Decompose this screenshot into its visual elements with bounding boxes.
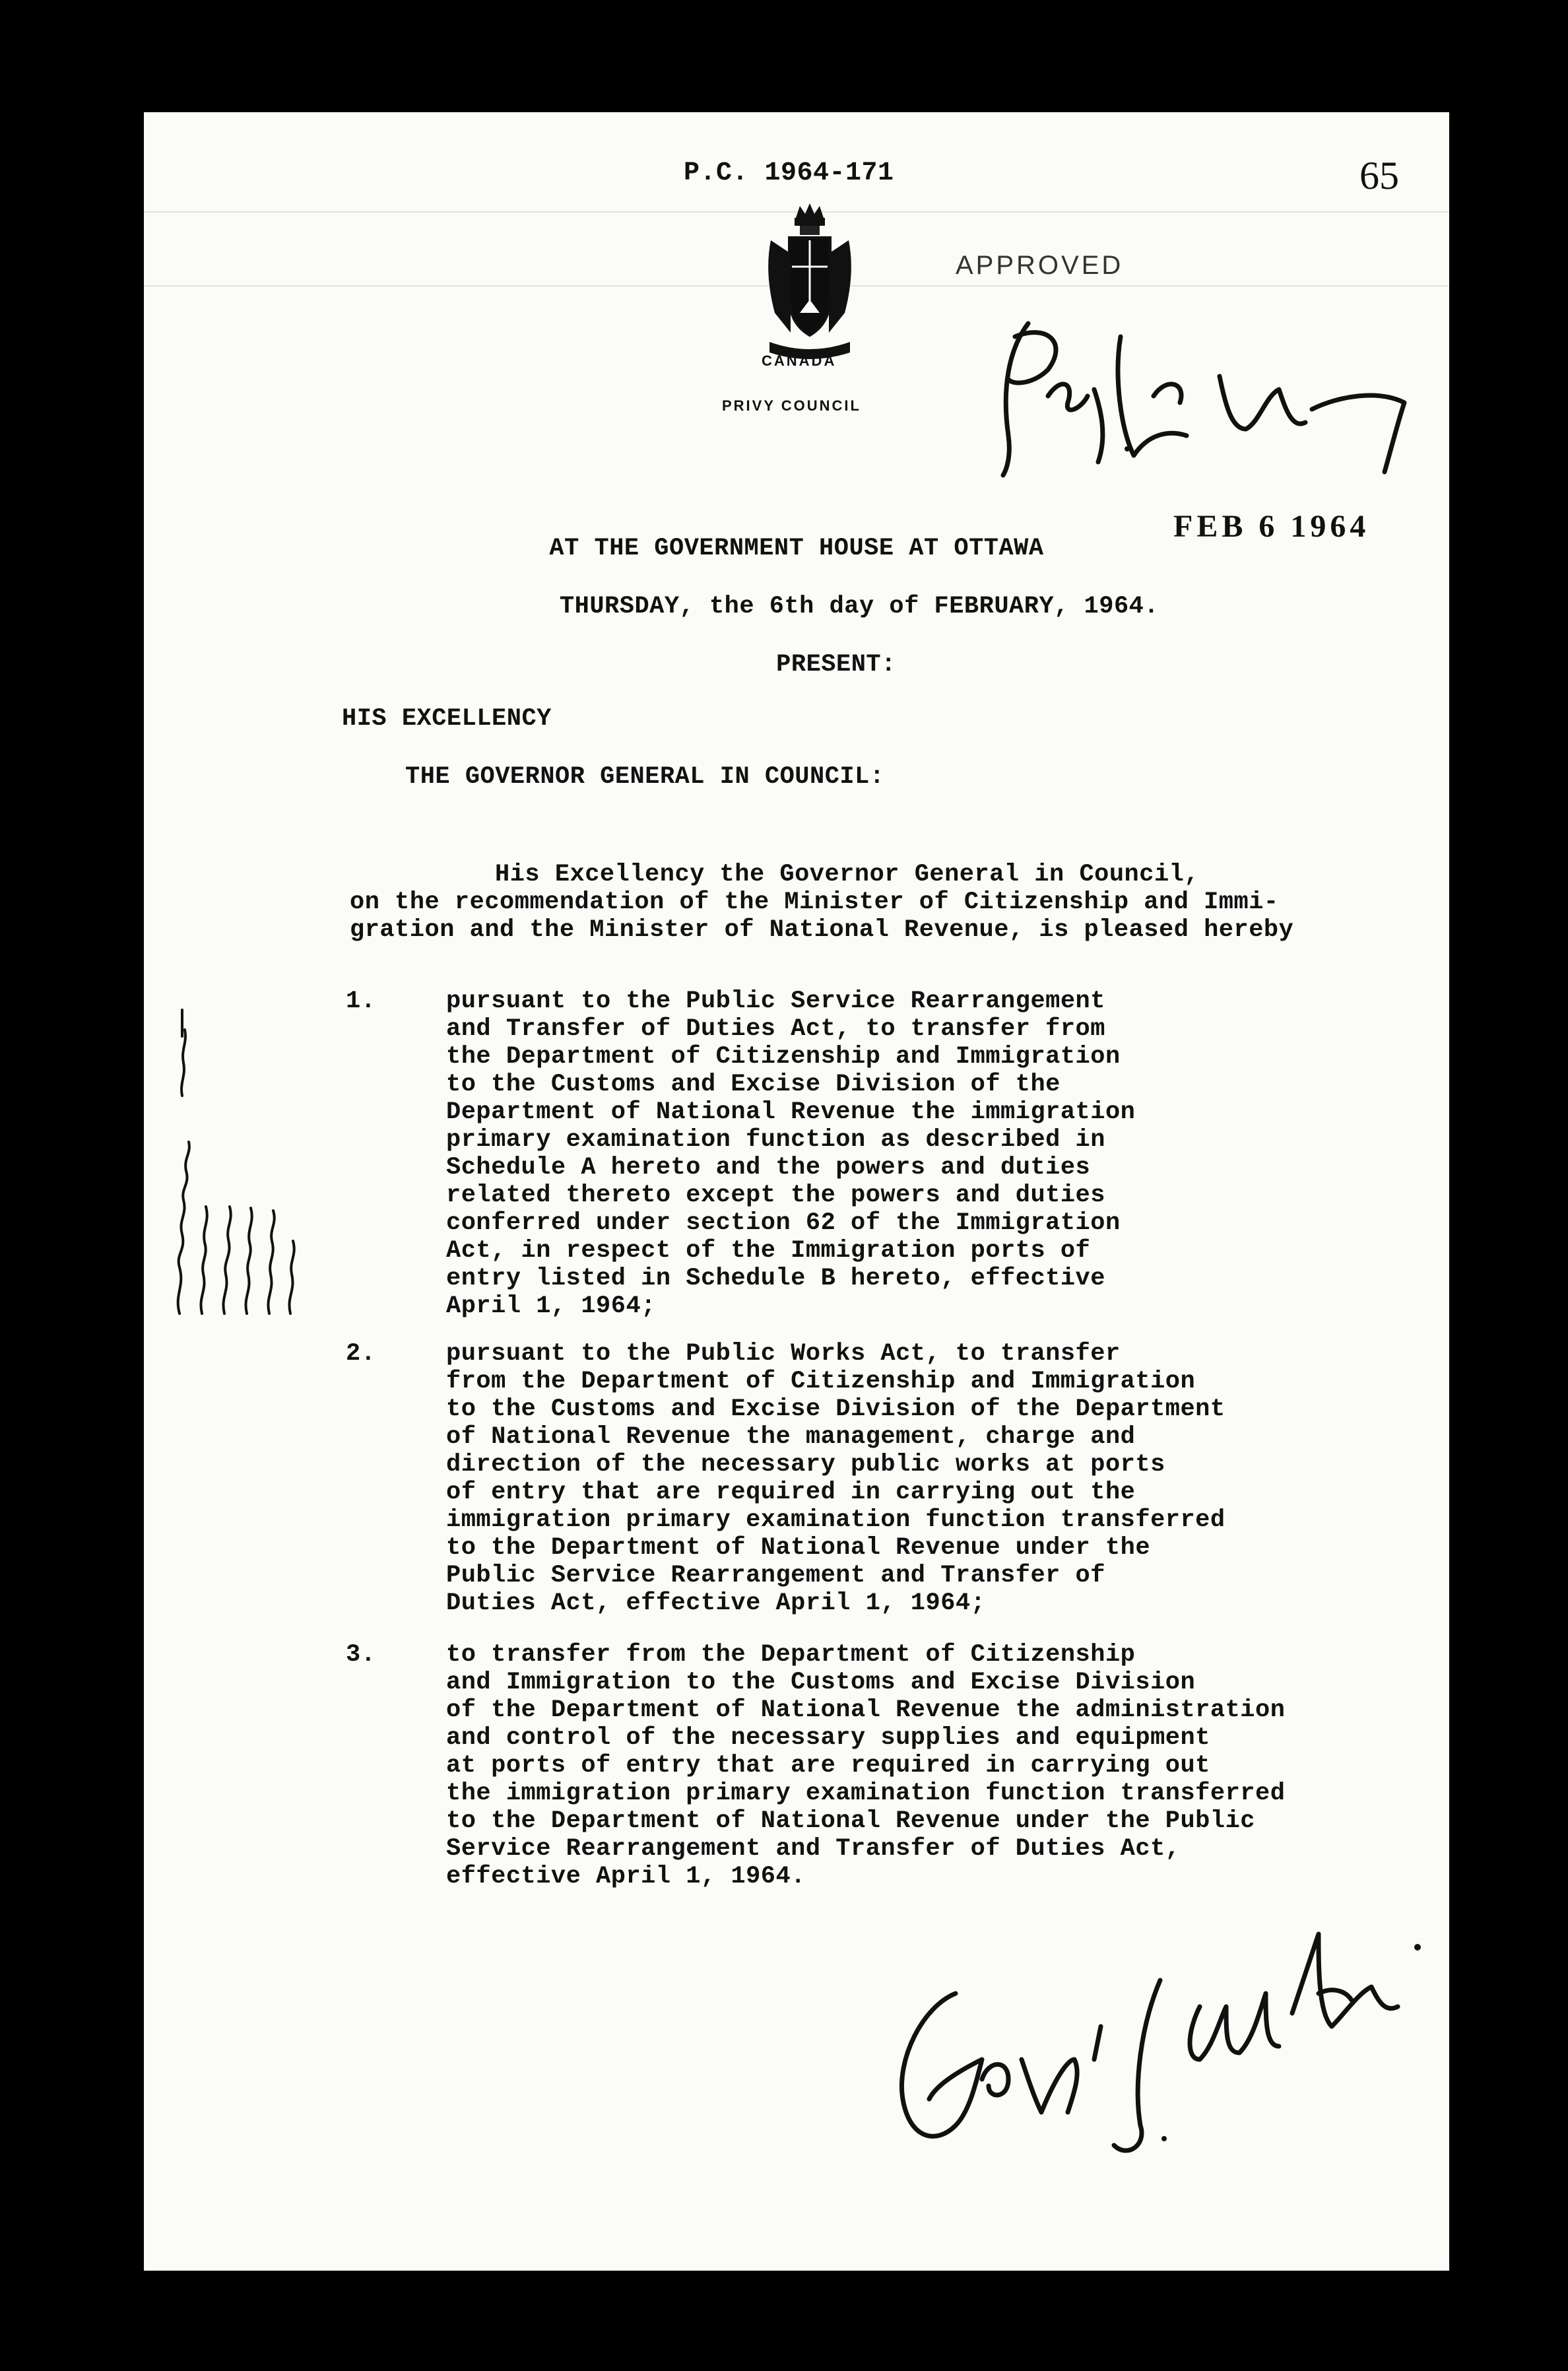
item-line: the Department of Citizenship and Immigration bbox=[446, 1043, 1121, 1071]
item-line: of National Revenue the management, charge and bbox=[446, 1423, 1136, 1451]
item-line: Duties Act, effective April 1, 1964; bbox=[446, 1589, 986, 1617]
preamble bbox=[350, 861, 1419, 944]
handwritten-margin-note bbox=[160, 957, 298, 1327]
preamble-line: on the recommendation of the Minister of Citizenship and Immi- bbox=[350, 888, 1279, 916]
approval-signature bbox=[969, 297, 1418, 482]
present-line-2: THE GOVERNOR GENERAL IN COUNCIL: bbox=[405, 763, 885, 791]
heading-present: PRESENT: bbox=[776, 651, 896, 679]
item-number: 1. bbox=[346, 987, 376, 1015]
item-line: to transfer from the Department of Citizenship bbox=[446, 1641, 1136, 1669]
item-body bbox=[446, 1641, 1410, 1890]
item-line: entry listed in Schedule B hereto, effective bbox=[446, 1265, 1105, 1292]
item-line: immigration primary examination function transferred bbox=[446, 1506, 1225, 1534]
item-line: primary examination function as described in bbox=[446, 1126, 1105, 1154]
item-line: the immigration primary examination function transferred bbox=[446, 1780, 1286, 1807]
item-line: direction of the necessary public works at ports bbox=[446, 1451, 1165, 1479]
item-line: Department of National Revenue the immigration bbox=[446, 1098, 1136, 1126]
item-number: 2. bbox=[346, 1340, 376, 1368]
item-line: from the Department of Citizenship and Immigration bbox=[446, 1368, 1196, 1395]
present-line-1: HIS EXCELLENCY bbox=[342, 705, 552, 733]
item-line: and control of the necessary supplies and equipment bbox=[446, 1724, 1210, 1752]
item-line: pursuant to the Public Works Act, to transfer bbox=[446, 1340, 1121, 1368]
item-line: to the Department of National Revenue under the bbox=[446, 1534, 1151, 1562]
item-body bbox=[446, 987, 1410, 1320]
item-line: of entry that are required in carrying out the bbox=[446, 1479, 1136, 1506]
item-line: and Immigration to the Customs and Excise Division bbox=[446, 1669, 1196, 1696]
royal-coat-of-arms-icon bbox=[758, 201, 862, 366]
item-line: Schedule A hereto and the powers and duties bbox=[446, 1154, 1091, 1182]
item-number: 3. bbox=[346, 1641, 376, 1669]
item-line: effective April 1, 1964. bbox=[446, 1863, 806, 1890]
item-line: conferred under section 62 of the Immigration bbox=[446, 1209, 1121, 1237]
seal-caption-privy-council: PRIVY COUNCIL bbox=[722, 397, 861, 414]
item-line: at ports of entry that are required in carrying out bbox=[446, 1752, 1210, 1780]
preamble-line: gration and the Minister of National Revenue, is pleased hereby bbox=[350, 916, 1294, 944]
minister-signature bbox=[857, 1861, 1431, 2165]
document-page bbox=[144, 112, 1449, 2271]
item-line: and Transfer of Duties Act, to transfer from bbox=[446, 1015, 1105, 1043]
item-line: related thereto except the powers and duties bbox=[446, 1182, 1105, 1209]
item-line: to the Department of National Revenue under the Public bbox=[446, 1807, 1255, 1835]
item-line: to the Customs and Excise Division of the bbox=[446, 1071, 1061, 1098]
item-line: Act, in respect of the Immigration ports of bbox=[446, 1237, 1091, 1265]
order-number: P.C. 1964-171 bbox=[684, 158, 894, 188]
heading-location: AT THE GOVERNMENT HOUSE AT OTTAWA bbox=[549, 535, 1044, 562]
date-stamp: FEB 6 1964 bbox=[1173, 509, 1370, 544]
item-line: April 1, 1964; bbox=[446, 1292, 656, 1320]
seal-caption-canada: CANADA bbox=[762, 352, 837, 369]
item-line: Service Rearrangement and Transfer of Duties Act, bbox=[446, 1835, 1181, 1863]
heading-date: THURSDAY, the 6th day of FEBRUARY, 1964. bbox=[559, 593, 1160, 620]
item-line: of the Department of National Revenue the administration bbox=[446, 1696, 1286, 1724]
item-body bbox=[446, 1340, 1410, 1617]
folio-number: 65 bbox=[1359, 154, 1399, 197]
item-line: to the Customs and Excise Division of the Department bbox=[446, 1395, 1225, 1423]
approved-stamp: APPROVED bbox=[956, 251, 1124, 280]
preamble-line: His Excellency the Governor General in Council, bbox=[495, 861, 1200, 888]
item-line: pursuant to the Public Service Rearrangement bbox=[446, 987, 1105, 1015]
item-line: Public Service Rearrangement and Transfer of bbox=[446, 1562, 1105, 1589]
